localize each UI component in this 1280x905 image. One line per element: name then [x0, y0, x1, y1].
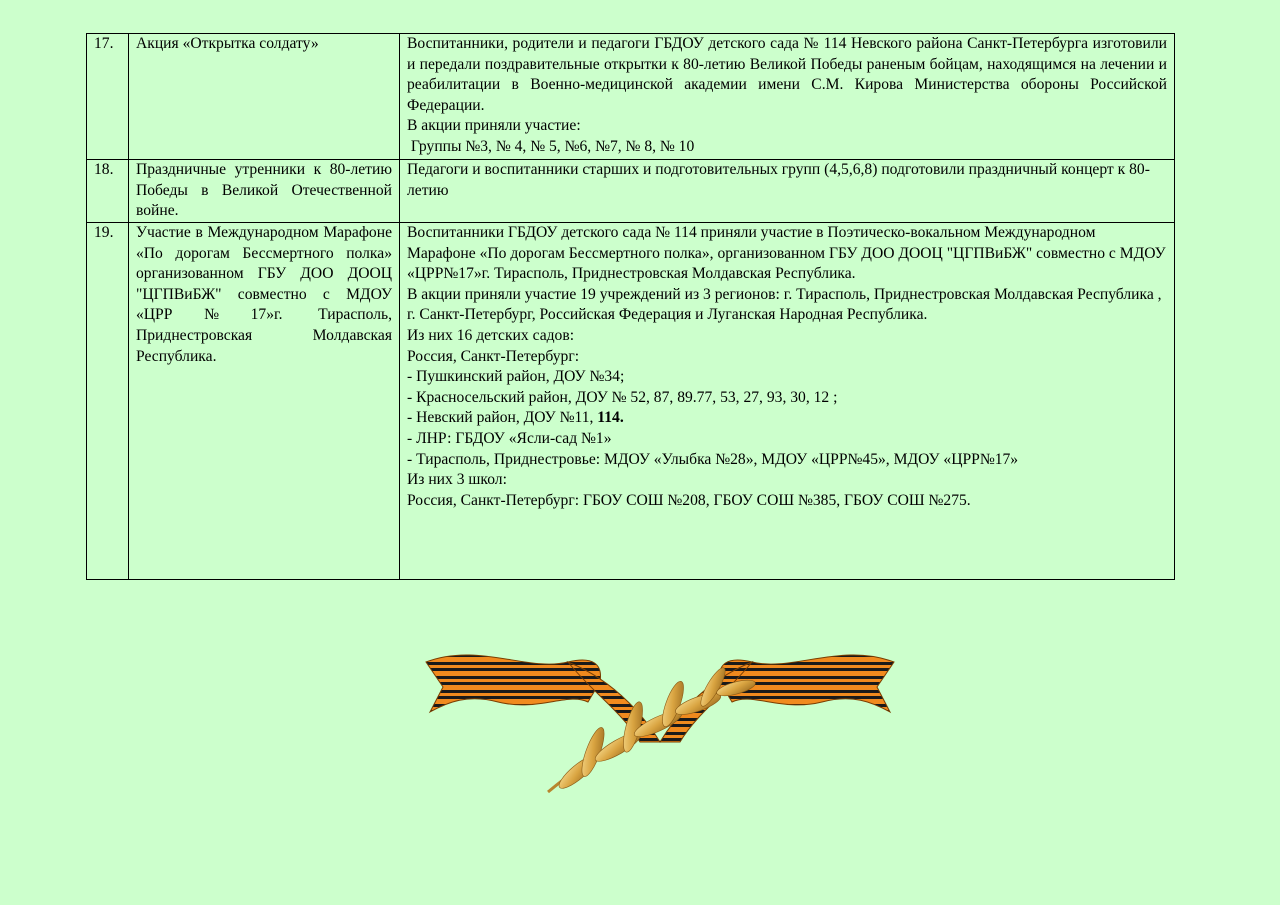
table-row — [87, 160, 1175, 223]
event-title: Акция «Открытка солдату» — [129, 34, 400, 160]
table-row — [87, 34, 1175, 160]
description-line: - Пушкинский район, ДОУ №34; — [407, 368, 625, 386]
description-paragraph: Педагоги и воспитанники старших и подготовительных групп (4,5,6,8) подготовили праздничный концерт к 80-летию — [407, 161, 1150, 199]
description-line: - Красносельский район, ДОУ № 52, 87, 89.77, 53, 27, 93, 30, 12 ; — [407, 388, 838, 406]
description-line: В акции приняли участие: — [407, 117, 581, 135]
events-table — [86, 33, 1175, 580]
description-line: Из них 16 детских садов: — [407, 326, 575, 344]
description-line: Группы №3, № 4, № 5, №6, №7, № 8, № 10 — [407, 137, 695, 155]
nevsky-prefix: - Невский район, ДОУ №11, — [407, 409, 598, 427]
description-line: Россия, Санкт-Петербург: — [407, 347, 580, 365]
description-line: В акции приняли участие 19 учреждений из 3 регионов: г. Тирасполь, Приднестровская Молдавская Республика , г. Санкт-Петербург, Российская Федерация и Луганская Народная Республика. — [407, 285, 1162, 324]
row-number: 18. — [87, 160, 129, 223]
description-line: - ЛНР: ГБДОУ «Ясли-сад №1» — [407, 429, 612, 447]
event-description — [400, 34, 1175, 160]
description-line-nevsky — [407, 408, 1167, 429]
ribbon-left — [426, 655, 601, 712]
table-row — [87, 223, 1175, 580]
event-description — [400, 160, 1175, 223]
description-line: Россия, Санкт-Петербург: ГБОУ СОШ №208, ГБОУ СОШ №385, ГБОУ СОШ №275. — [407, 491, 971, 509]
row-number: 17. — [87, 34, 129, 160]
description-line: Воспитанники ГБДОУ детского сада № 114 приняли участие в Поэтическо-вокальном Международном Марафоне «По дорогам Бессмертного полка», организованном ГБУ ДОО ДООЦ "ЦГПВиБЖ" совместно с МДОУ «ЦРР№17»г. Тирасполь, Приднестровская Молдавская Республика. — [407, 224, 1166, 283]
st-george-ribbon-with-laurel-icon — [418, 632, 902, 802]
description-line: - Тирасполь, Приднестровье: МДОУ «Улыбка №28», МДОУ «ЦРР№45», МДОУ «ЦРР№17» — [407, 450, 1019, 468]
event-title: Участие в Международном Марафоне «По дорогам Бессмертного полка» организованном ГБУ ДОО ДООЦ "ЦГПВиБЖ" совместно с МДОУ «ЦРР№17»г. Тирасполь, Приднестровская Молдавская Республика. — [129, 223, 400, 580]
nevsky-bold-number: 114. — [597, 409, 624, 427]
event-title: Праздничные утренники к 80-летию Победы в Великой Отечественной войне. — [129, 160, 400, 223]
row-number: 19. — [87, 223, 129, 580]
description-line: Из них 3 школ: — [407, 471, 507, 489]
description-paragraph: Воспитанники, родители и педагоги ГБДОУ детского сада № 114 Невского района Санкт-Петербурга изготовили и передали поздравительные открытки к 80-летию Великой Победы раненым бойцам, находящимся на лечении и реабилитации в Военно-медицинской академии имени С.М. Кирова Министерства обороны Российской Федерации. — [407, 35, 1167, 114]
event-description — [400, 223, 1175, 580]
